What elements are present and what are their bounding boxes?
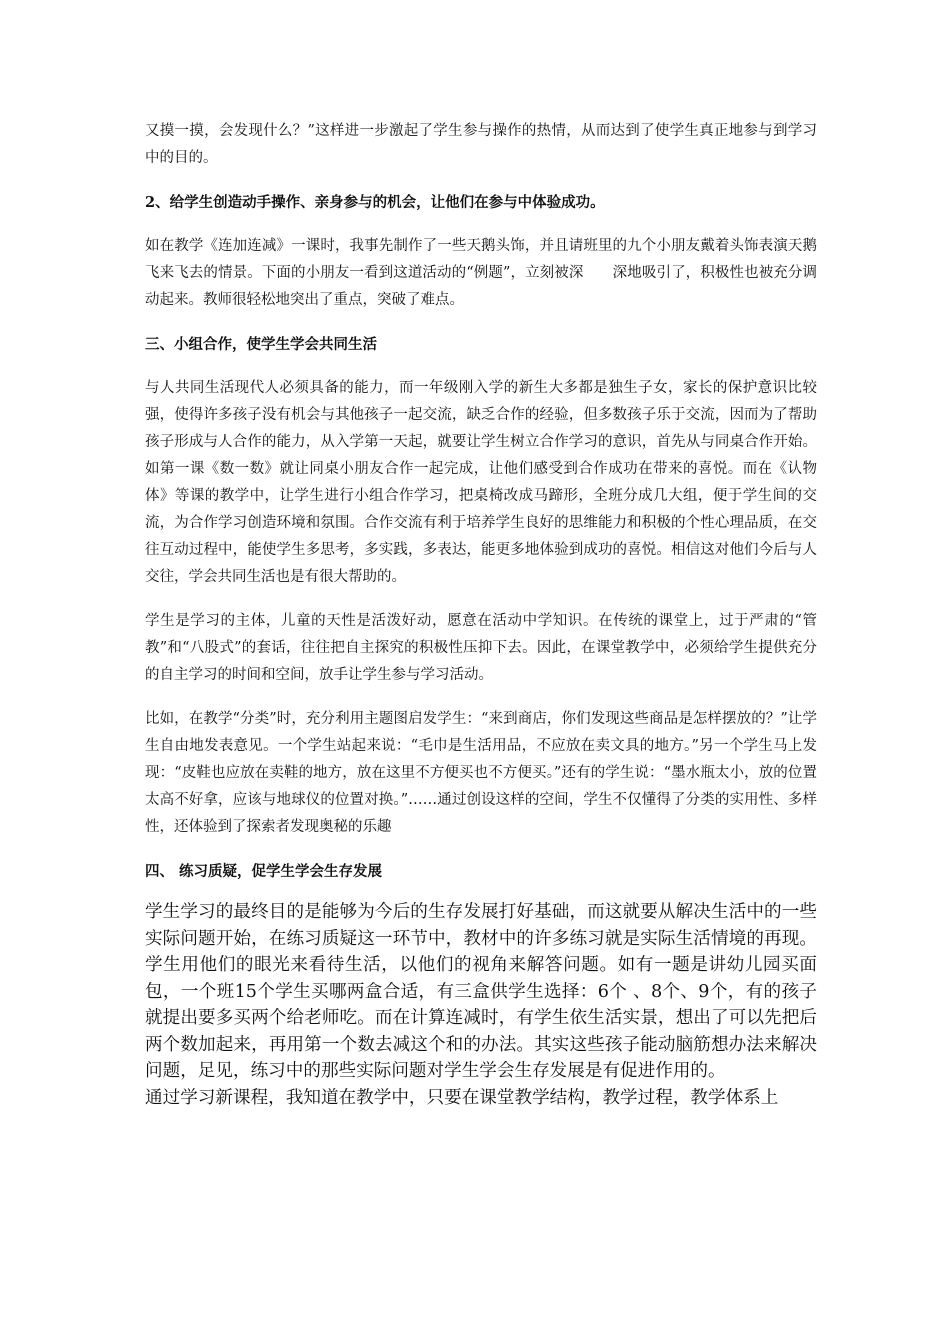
paragraph-section-3a: 与人共同生活现代人必须具备的能力，而一年级刚入学的新生大多都是独生子女，家长的保护意识比较强，使得许多孩子没有机会与其他孩子一起交流，缺乏合作的经验，但多数孩子乐于交流，因而为了帮助孩子形成与人合作的能力，从入学第一天起，就要让学生树立合作学习的意识，首先从与同桌合作开始。如第一课《数一数》就让同桌小朋友合作一起完成，让他们感受到合作成功在带来的喜悦。而在《认物体》等课的教学中，让学生进行小组合作学习，把桌椅改成马蹄形，全班分成几大组，便于学生间的交流，为合作学习创造环境和氛围。合作交流有利于培养学生良好的思维能力和积极的个性心理品质，在交往互动过程中，能使学生多思考，多实践，多表达，能更多地体验到成功的喜悦。相信这对他们今后与人交往，学会共同生活也是有很大帮助的。 <box>145 380 817 585</box>
document-page <box>145 118 817 1111</box>
heading-section-3: 三、小组合作，使学生学会共同生活 <box>145 336 377 353</box>
paragraph-section-4a: 学生学习的最终目的是能够为今后的生存发展打好基础，而这就要从解决生活中的一些实际问题开始，在练习质疑这一环节中，教材中的许多练习就是实际生活情境的再现。学生用他们的眼光来看待生活，以他们的视角来解答问题。如有一题是讲幼儿园买面包，一个班15个学生买哪两盒合适，有三盒供学生选择：6个 、8个、9个，有的孩子就提出要多买两个给老师吃。而在计算连减时，有学生依生活实景，想出了可以先把后两个数加起来，再用第一个数去减这个和的办法。其实这些孩子能动脑筋想办法来解决问题，足见，练习中的那些实际问题对学生学会生存发展是有促进作用的。 <box>145 902 817 1081</box>
paragraph-intro: 又摸一摸，会发现什么？”这样进一步激起了学生参与操作的热情，从而达到了使学生真正地参与到学习中的目的。 <box>145 123 817 166</box>
paragraph-section-3c: 比如，在教学“分类”时，充分利用主题图启发学生：“来到商店，你们发现这些商品是怎样摆放的？”让学生自由地发表意见。一个学生站起来说：“毛巾是生活用品，不应放在卖文具的地方。”另一个学生马上发现：“皮鞋也应放在卖鞋的地方，放在这里不方便买也不方便买。”还有的学生说：“墨水瓶太小，放的位置太高不好拿，应该与地球仪的位置对换。”……通过创设这样的空间，学生不仅懂得了分类的实用性、多样性，还体验到了探索者发现奥秘的乐趣 <box>145 711 817 835</box>
heading-section-4: 四、 练习质疑，促学生学会生存发展 <box>145 863 383 880</box>
paragraph-section-2: 如在教学《连加连减》一课时，我事先制作了一些天鹅头饰，并且请班里的九个小朋友戴着头饰表演天鹅飞来飞去的情景。下面的小朋友一看到这道活动的“例题”，立刻被深 深地吸引了，积极性也被充分调动起来。教师很轻松地突出了重点，突破了难点。 <box>145 238 817 308</box>
paragraph-section-4b: 通过学习新课程，我知道在教学中，只要在课堂教学结构，教学过程，教学体系上 <box>145 1087 779 1108</box>
paragraph-section-3b: 学生是学习的主体，儿童的天性是活泼好动，愿意在活动中学知识。在传统的课堂上，过于严肃的“管教”和“八股式”的套话，往往把自主探究的积极性压抑下去。因此，在课堂教学中，必须给学生提供充分的自主学习的时间和空间，放手让学生参与学习活动。 <box>145 613 817 683</box>
heading-section-2: 2、给学生创造动手操作、亲身参与的机会，让他们在参与中体验成功。 <box>145 194 605 211</box>
